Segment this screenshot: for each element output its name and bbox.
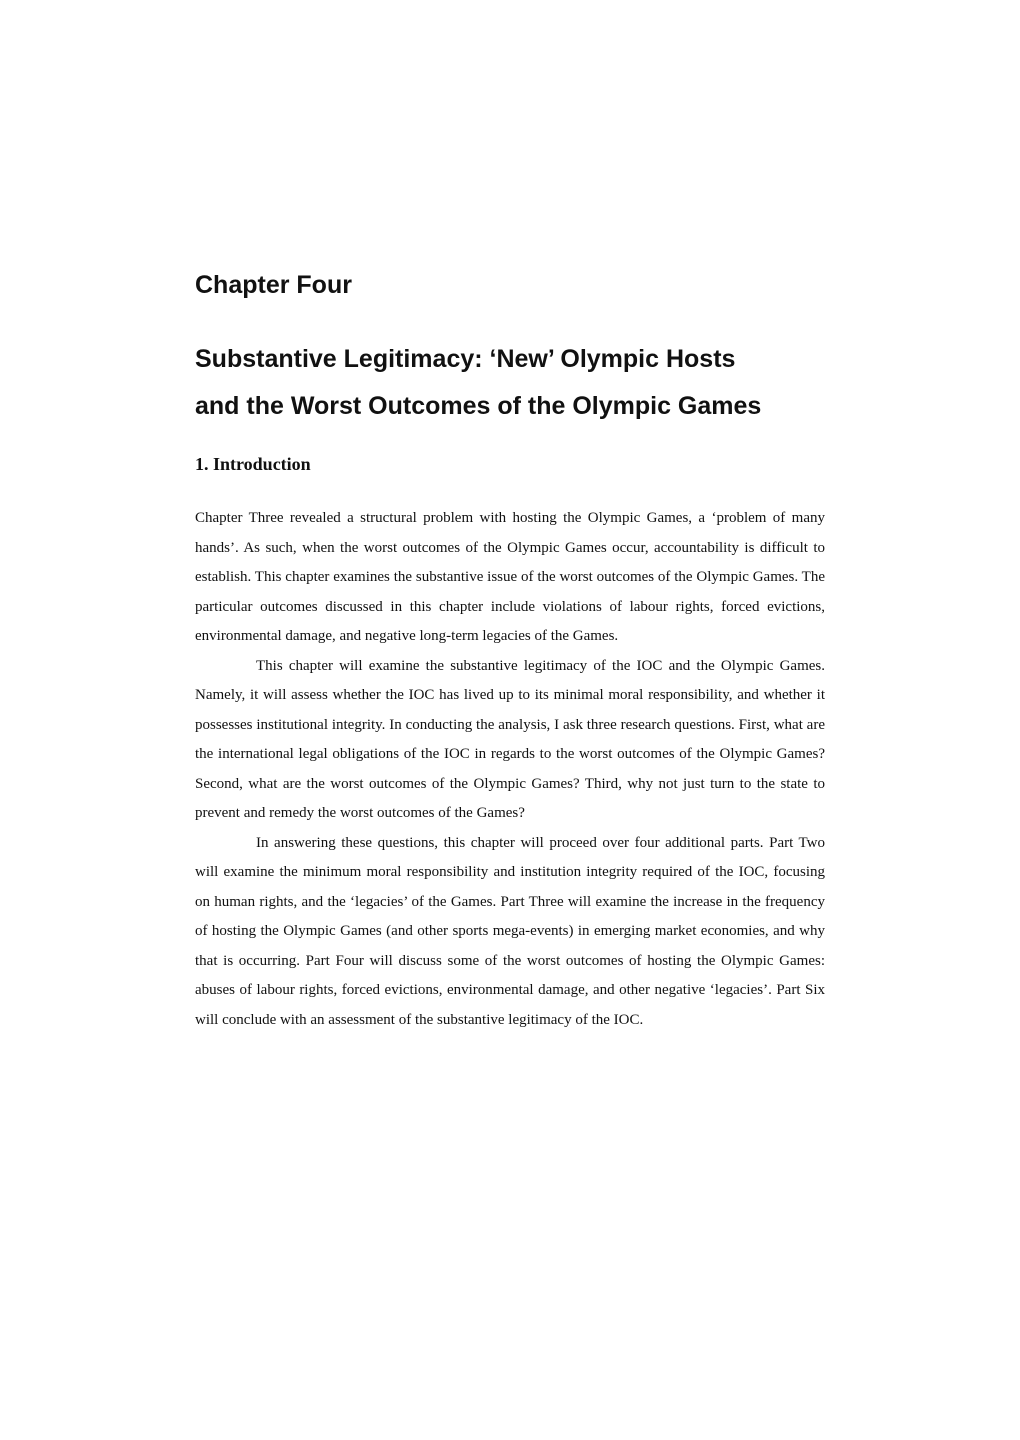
section-heading: 1. Introduction xyxy=(195,454,311,474)
chapter-title-line-1: Substantive Legitimacy: ‘New’ Olympic Hosts xyxy=(195,345,736,373)
chapter-title xyxy=(195,336,835,430)
paragraph-3: In answering these questions, this chapter will proceed over four additional parts. Part Two will examine the minimum moral responsibility and institution integrity required of the IOC, focusing on human rights, and the ‘legacies’ of the Games. Part Three will examine the increase in the frequency of hosting the Olympic Games (and other sports mega-events) in emerging market economies, and why that is occurring. Part Four will discuss some of the worst outcomes of hosting the Olympic Games: abuses of labour rights, forced evictions, environmental damage, and other negative ‘legacies’. Part Six will conclude with an assessment of the substantive legitimacy of the IOC. xyxy=(195,834,825,1028)
body-text xyxy=(195,504,825,1035)
chapter-label: Chapter Four xyxy=(195,271,352,299)
paragraph-2: This chapter will examine the substantive legitimacy of the IOC and the Olympic Games. Namely, it will assess whether the IOC has lived up to its minimal moral responsibility, and whether it possesses institutional integrity. In conducting the analysis, I ask three research questions. First, what are the international legal obligations of the IOC in regards to the worst outcomes of the Olympic Games? Second, what are the worst outcomes of the Olympic Games? Third, why not just turn to the state to prevent and remedy the worst outcomes of the Games? xyxy=(195,657,825,821)
chapter-title-line-2: and the Worst Outcomes of the Olympic Games xyxy=(195,392,762,420)
paragraph-1: Chapter Three revealed a structural problem with hosting the Olympic Games, a ‘problem of many hands’. As such, when the worst outcomes of the Olympic Games occur, accountability is difficult to establish. This chapter examines the substantive issue of the worst outcomes of the Olympic Games. The particular outcomes discussed in this chapter include violations of labour rights, forced evictions, environmental damage, and negative long-term legacies of the Games. xyxy=(195,510,825,644)
